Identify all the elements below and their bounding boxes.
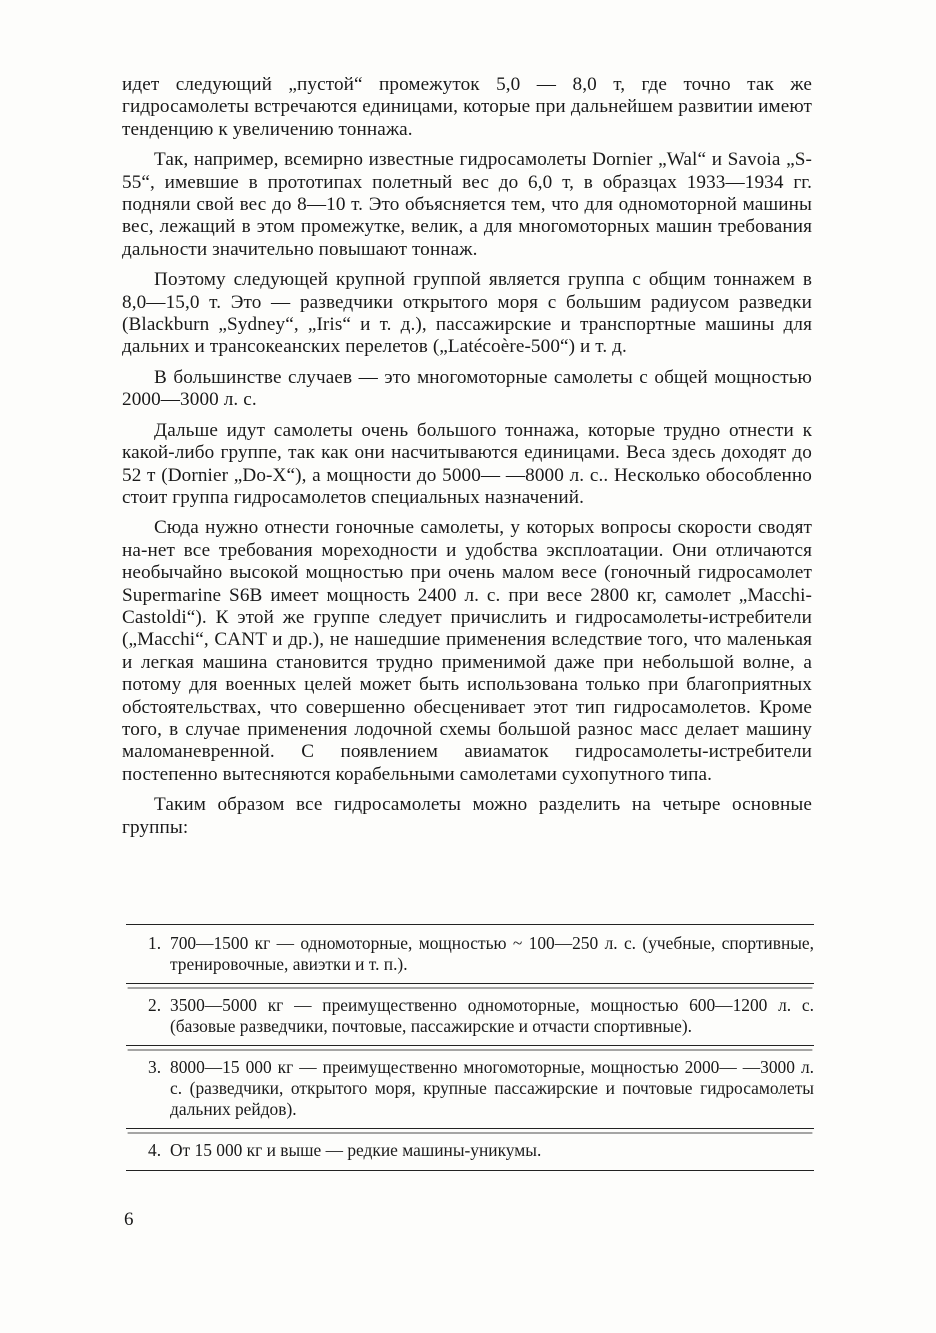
body-text bbox=[122, 74, 812, 847]
group-number: 2. bbox=[148, 995, 162, 1016]
group-item-1 bbox=[126, 925, 814, 983]
group-number: 3. bbox=[148, 1057, 162, 1078]
group-item-4 bbox=[126, 1132, 814, 1170]
group-item-3 bbox=[126, 1049, 814, 1128]
group-text: 700—1500 кг — одномоторные, мощностью ~ 100—250 л. с. (учебные, спортивные, тренировочные, авиэтки и т. п.). bbox=[170, 933, 814, 974]
paragraph-3: Поэтому следующей крупной группой является группа с общим тоннажем в 8,0—15,0 т. Это — разведчики открытого моря с большим радиусом разведки (Blackburn „Sydney“, „Iris“ и т. д.), пассажирские и транспортные машины для дальних и трансокеанских перелетов („Latécoère-500“) и т. д. bbox=[122, 269, 812, 358]
group-number: 4. bbox=[148, 1140, 162, 1161]
page-number: 6 bbox=[124, 1209, 134, 1230]
paragraph-1: идет следующий „пустой“ промежуток 5,0 — 8,0 т, где точно так же гидросамолеты встречаются единицами, которые при дальнейшем развитии имеют тенденцию к увеличению тоннажа. bbox=[122, 74, 812, 140]
groups-list bbox=[126, 924, 814, 1171]
paragraph-5: Дальше идут самолеты очень большого тоннажа, которые трудно отнести к какой-либо группе, так как они насчитываются единицами. Веса здесь доходят до 52 т (Dornier „Do-X“), а мощности до 5000— —8000 л. с.. Несколько обособленно стоит группа гидросамолетов специальных назначений. bbox=[122, 419, 812, 508]
group-item-2 bbox=[126, 987, 814, 1045]
group-number: 1. bbox=[148, 933, 162, 953]
group-text: 3500—5000 кг — преимущественно одномоторные, мощностью 600—1200 л. с. (базовые разведчики, почтовые, пассажирские и отчасти спортивные). bbox=[170, 995, 814, 1036]
paragraph-7: Таким образом все гидросамолеты можно разделить на четыре основные группы: bbox=[122, 794, 812, 838]
group-text: 8000—15 000 кг — преимущественно многомоторные, мощностью 2000— —3000 л. с. (разведчики, открытого моря, крупные пассажирские и почтовые гидросамолеты дальних рейдов). bbox=[170, 1057, 814, 1119]
divider bbox=[126, 1170, 814, 1171]
paragraph-4: В большинстве случаев — это многомоторные самолеты с общей мощностью 2000—3000 л. с. bbox=[122, 366, 812, 411]
paragraph-2: Так, например, всемирно известные гидросамолеты Dornier „Wal“ и Savoia „S-55“, имевшие в прототипах полетный вес до 6,0 т, в образцах 1933—1934 гг. подняли свой вес до 8—10 т. Это объясняется тем, что для одномоторной машины вес, лежащий в этом промежутке, велик, а для многомоторных машин требования дальности значительно повышают тоннаж. bbox=[122, 149, 812, 260]
group-text: От 15 000 кг и выше — редкие машины-уникумы. bbox=[170, 1140, 542, 1161]
paragraph-6: Сюда нужно отнести гоночные самолеты, у которых вопросы скорости сводят на-нет все требования мореходности и удобства эксплоатации. Они отличаются необычайно высокой мощностью при очень малом весе (гоночный гидросамолет Supermarine S6B имеет мощность 2400 л. с. при весе 2800 кг, самолет „Macchi-Castoldi“). К этой же группе следует причислить и гидросамолеты-истребители („Macchi“, CANT и др.), не нашедшие применения вследствие того, что маленькая и легкая машина становится трудно применимой даже при небольшой волне, а потому для военных целей может быть использована только при благоприятных обстоятельствах, что совершенно обесценивает этот тип гидросамолетов. Кроме того, в случае применения лодочной схемы большой разнос масс делает машину маломаневренной. С появлением авиаматок гидросамолеты-истребители постепенно вытесняются корабельными самолетами сухопутного типа. bbox=[122, 517, 812, 785]
